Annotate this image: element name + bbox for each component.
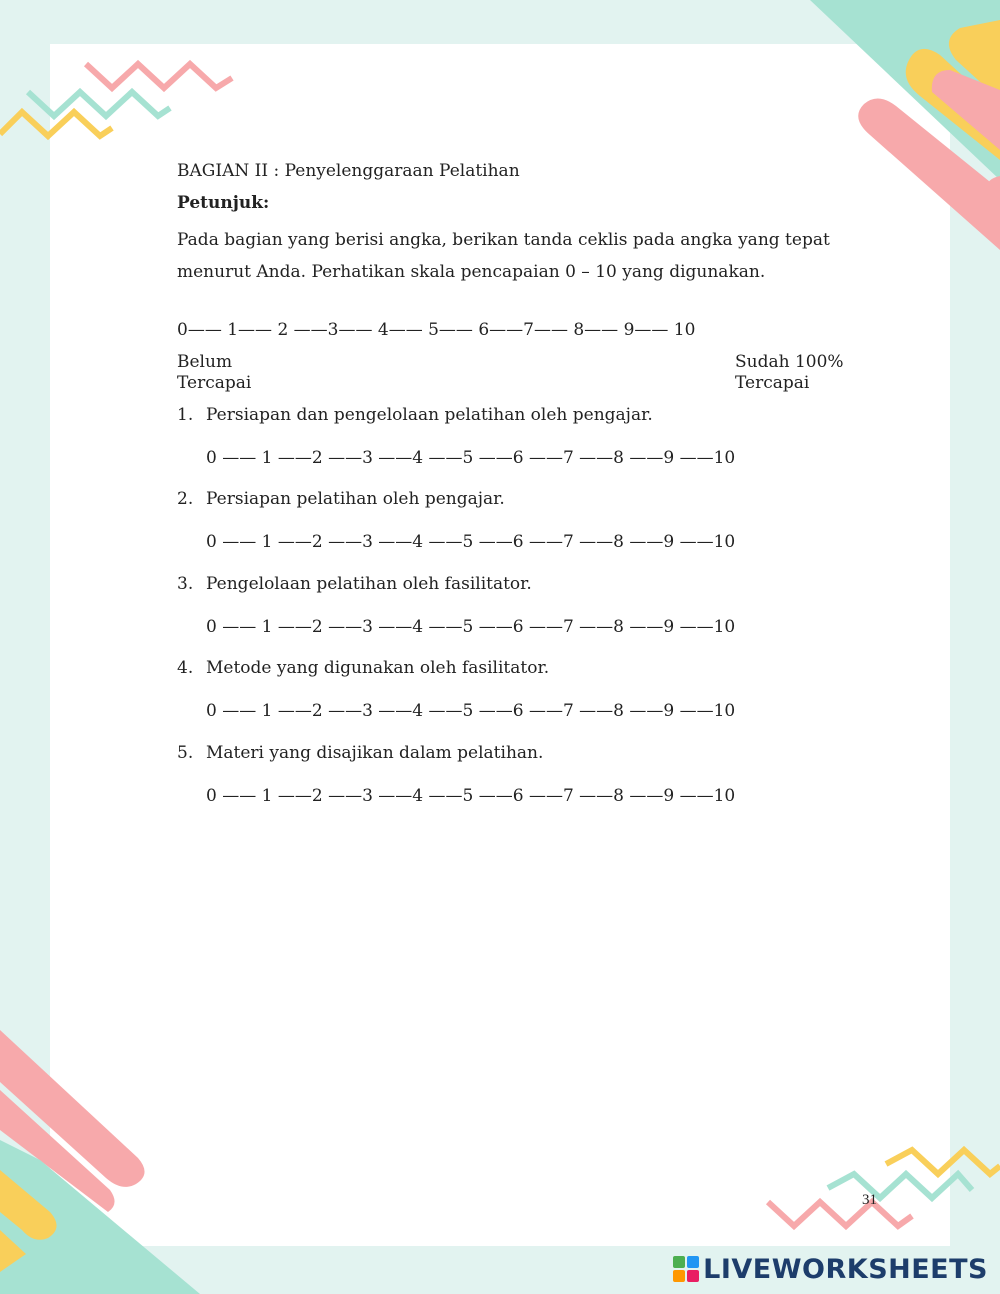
scale-right-label — [735, 352, 844, 394]
scale-left-label — [177, 352, 251, 394]
question-text: Metode yang digunakan oleh fasilitator. — [206, 658, 550, 678]
question-text: Persiapan pelatihan oleh pengajar. — [206, 489, 505, 509]
question-text: Materi yang disajikan dalam pelatihan. — [206, 743, 544, 763]
scale-left-label-line-1: Belum — [177, 352, 233, 372]
directions-text — [177, 224, 857, 288]
rating-scale-3[interactable]: 0 —— 1 ——2 ——3 ——4 ——5 ——6 ——7 ——8 ——9 ——10 — [206, 617, 736, 637]
drip-pink-3 — [987, 176, 1000, 210]
rating-scale-legend: 0—— 1—— 2 ——3—— 4—— 5—— 6——7—— 8—— 9—— 10 — [177, 320, 696, 340]
question-number: 3. — [177, 574, 194, 594]
drip-yellow-bottom — [0, 1170, 57, 1240]
rating-scale-2[interactable]: 0 —— 1 ——2 ——3 ——4 ——5 ——6 ——7 ——8 ——9 ——10 — [206, 532, 736, 552]
directions-line-1: Pada bagian yang berisi angka, berikan tanda ceklis pada angka yang tepat — [177, 230, 830, 250]
liveworksheets-branding[interactable] — [673, 1254, 988, 1284]
question-number: 1. — [177, 405, 194, 425]
section-title: BAGIAN II : Penyelenggaraan Pelatihan — [177, 161, 520, 181]
question-number: 5. — [177, 743, 194, 763]
brand-name: LIVEWORKSHEETS — [703, 1253, 988, 1285]
scale-left-label-line-2: Tercapai — [177, 373, 252, 393]
question-number: 4. — [177, 658, 194, 678]
question-number: 2. — [177, 489, 194, 509]
directions-label: Petunjuk: — [177, 193, 270, 213]
drip-yellow-bottom-2 — [0, 1230, 26, 1272]
directions-line-2: menurut Anda. Perhatikan skala pencapaian 0 – 10 yang digunakan. — [177, 262, 766, 282]
page-number: 31 — [862, 1192, 877, 1208]
drip-yellow-1 — [949, 20, 1000, 100]
rating-scale-5[interactable]: 0 —— 1 ——2 ——3 ——4 ——5 ——6 ——7 ——8 ——9 ——10 — [206, 786, 736, 806]
rating-scale-1[interactable]: 0 —— 1 ——2 ——3 ——4 ——5 ——6 ——7 ——8 ——9 ——10 — [206, 448, 736, 468]
scale-right-label-line-2: Tercapai — [735, 373, 810, 393]
liveworksheets-logo-icon — [673, 1256, 699, 1282]
question-text: Persiapan dan pengelolaan pelatihan oleh pengajar. — [206, 405, 653, 425]
scale-right-label-line-1: Sudah 100% — [735, 352, 844, 372]
rating-scale-4[interactable]: 0 —— 1 ——2 ——3 ——4 ——5 ——6 ——7 ——8 ——9 ——10 — [206, 701, 736, 721]
question-text: Pengelolaan pelatihan oleh fasilitator. — [206, 574, 532, 594]
